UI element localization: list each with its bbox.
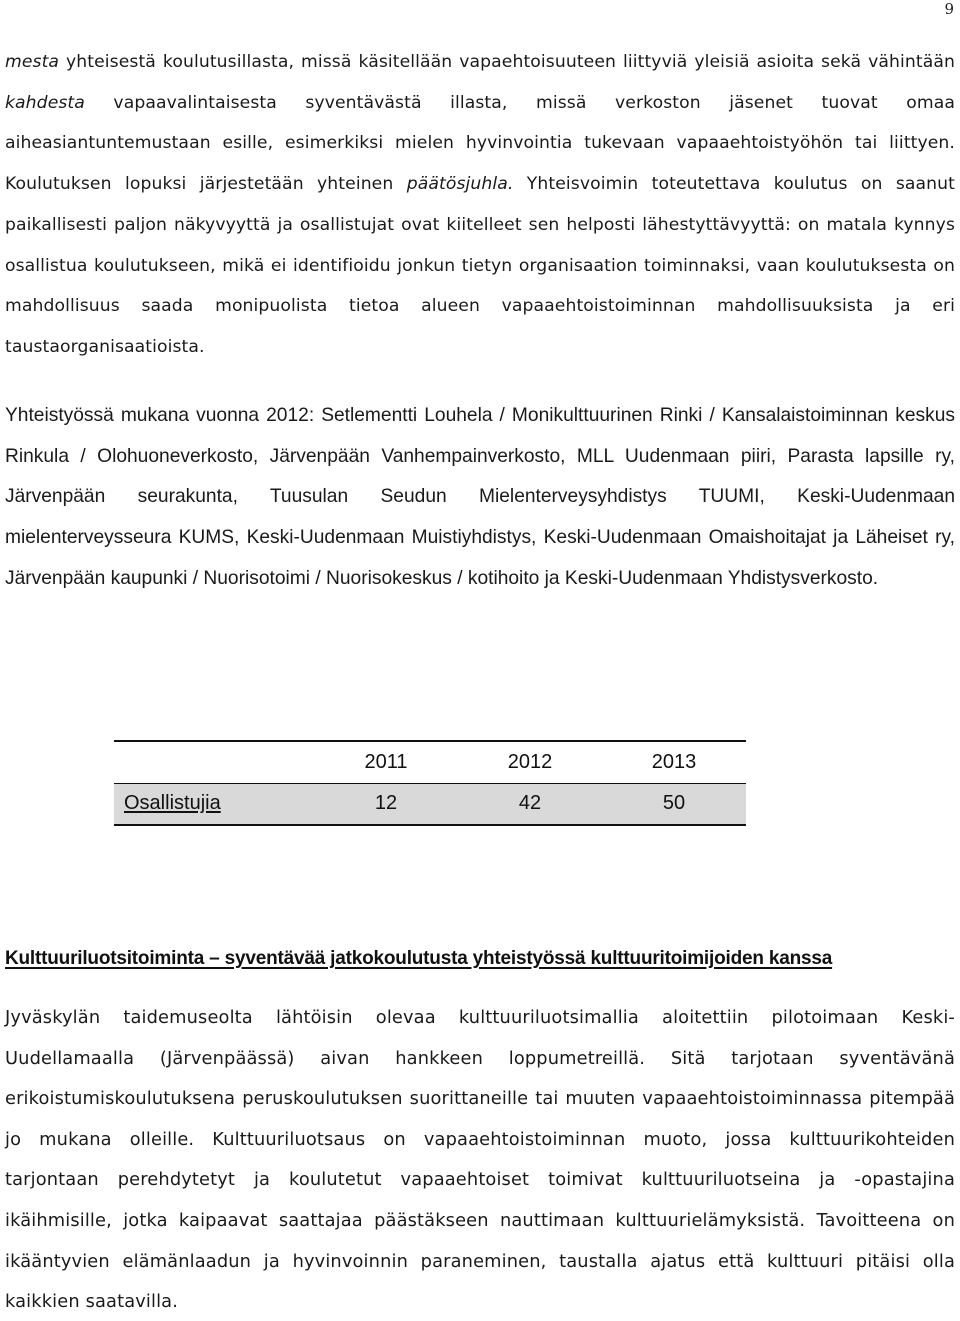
- table-header-empty: [114, 741, 314, 783]
- participants-table: [114, 740, 746, 826]
- paragraph-kulttuuriluotsi: Jyväskylän taidemuseolta lähtöisin olevaa kulttuuriluotsimallia aloitettiin pilotoimaan Keski-Uudellamaalla (Järvenpäässä) aivan hankkeen loppumetreillä. Sitä tarjotaan syventävänä erikoistumiskoulutuksena peruskoulutuksen suorittaneille tai muuten vapaaehtoistoiminnassa pitempää jo mukana olleille. Kulttuuriluotsaus on vapaaehtoistoiminnan muoto, jossa kulttuurikohteiden tarjontaan perehdytetyt ja koulutetut vapaaehtoiset toimivat kulttuuriluotseina ja -opastajina ikäihmisille, jotka kaipaavat saattajaa päästäkseen nauttimaan kulttuurielämyksistä. Tavoitteena on ikääntyvien elämänlaadun ja hyvinvoinnin paraneminen, taustalla ajatus että kulttuuri pitäisi olla kaikkien saatavilla.: [5, 1007, 955, 1313]
- paragraph-yhteistyokumppanit: Yhteistyössä mukana vuonna 2012: Setlementti Louhela / Monikulttuurinen Rinki / Kansalaistoiminnan keskus Rinkula / Olohuoneverkosto, Järvenpään Vanhempainverkosto, MLL Uudenmaan piiri, Parasta lapsille ry, Järvenpään seurakunta, Tuusulan Seudun Mielenterveysyhdistys TUUMI, Keski-Uudenmaan mielenterveysseura KUMS, Keski-Uudenmaan Muistiyhdistys, Keski-Uudenmaan Omaishoitajat ja Läheiset ry, Järvenpään kaupunki / Nuorisotoimi / Nuorisokeskus / kotihoito ja Keski-Uudenmaan Yhdistysverkosto.: [5, 405, 955, 589]
- paragraph-text-segment: vapaavalintaisesta syventävästä illasta, missä verkoston jäsenet tuovat omaa aiheasiantuntemustaan esille, esimerkiksi mielen hyvinvointia tukevaan vapaaehtoistyöhön tai liittyen. Koulutuksen lopuksi järjestetään yhteinen: [5, 92, 955, 195]
- emphasis-mesta: mesta: [5, 52, 60, 72]
- table-header-row: [114, 741, 746, 783]
- table-header-2013: 2013: [651, 750, 697, 773]
- table-cell-2011: 12: [314, 783, 458, 825]
- emphasis-kahdesta: kahdesta: [5, 92, 85, 113]
- paragraph-text-segment: Yhteisvoimin toteutettava koulutus on saanut paikallisesti paljon näkyvyyttä ja osallistujat ovat kiitelleet sen helposti lähestyttävyyttä: on matala kynnys osallistua koulutukseen, mikä ei identifioidu jonkun tietyn organisaation toiminnaksi, vaan koulutuksesta on mahdollisuus saada monipuolista tietoa alueen vapaaehtoistoiminnan mahdollisuuksista ja eri taustaorganisaatioista.: [5, 174, 955, 357]
- emphasis-paatosjuhla: päätösjuhla.: [406, 174, 514, 195]
- paragraph-text-segment: yhteisestä koulutusillasta, missä käsitellään vapaehtoisuuteen liittyviä yleisiä asioita sekä vähintään: [59, 52, 955, 72]
- table-row: [114, 783, 746, 825]
- section-heading: Kulttuuriluotsitoiminta – syventävää jatkokoulutusta yhteistyössä kulttuuritoimijoiden kanssa: [5, 948, 833, 969]
- paragraph-koulutusillat: [5, 42, 955, 368]
- table-header-2011: 2011: [364, 750, 408, 773]
- table-cell-2012: 42: [458, 783, 602, 825]
- table-cell-2013: 50: [602, 783, 746, 825]
- page-number: 9: [944, 0, 954, 18]
- table-row-label: Osallistujia: [114, 783, 314, 825]
- table-header-2012: 2012: [507, 750, 553, 773]
